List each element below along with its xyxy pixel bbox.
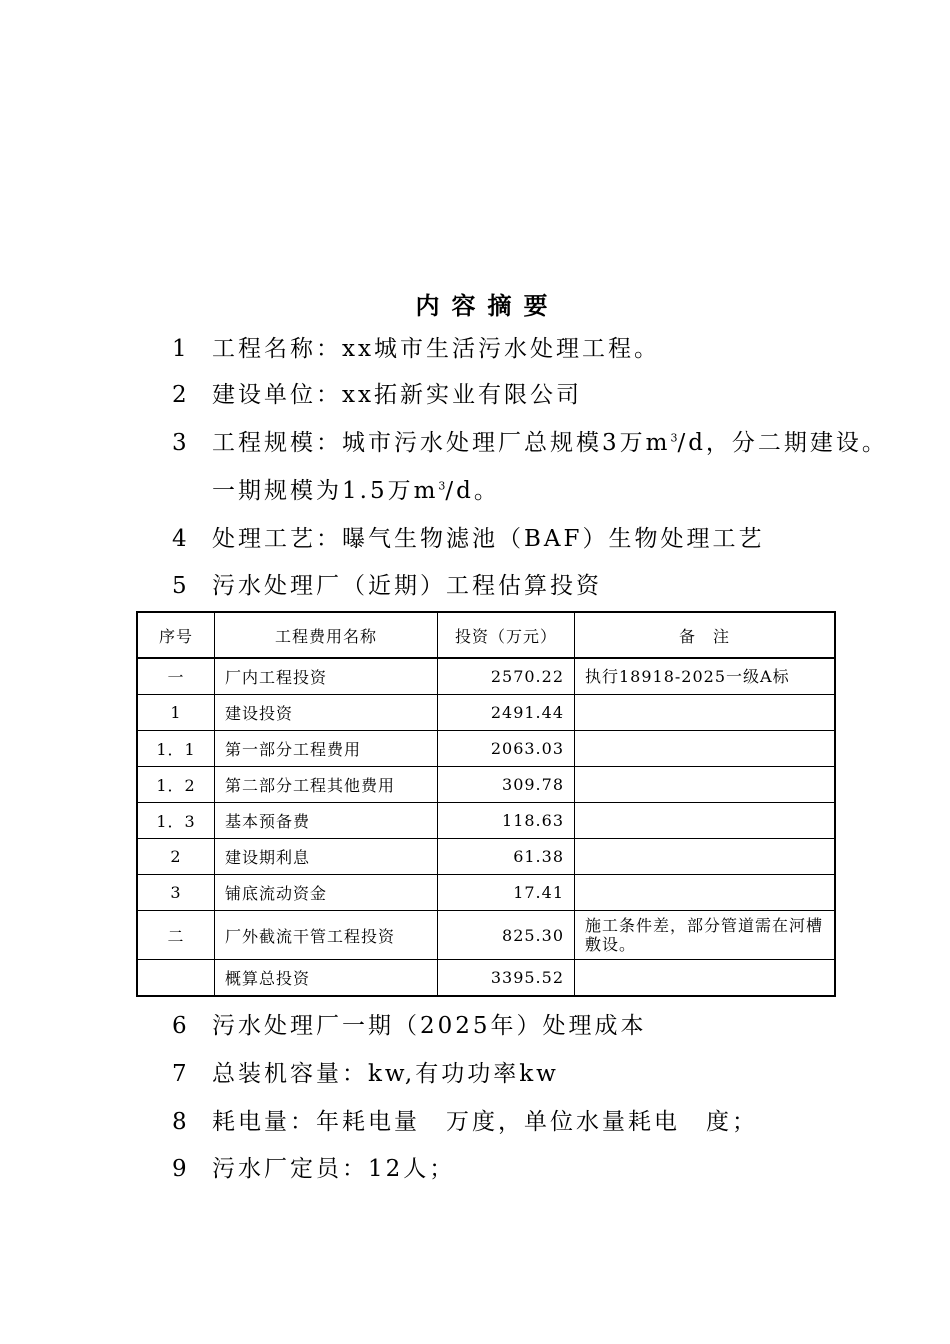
cell-name: 厂内工程投资 [215,658,438,695]
item-text: 总装机容量：kw,有功功率kw [212,1061,559,1087]
cell-name: 建设投资 [215,695,438,731]
table-row [137,695,835,731]
cell-name: 基本预备费 [215,803,438,839]
cell-name: 第一部分工程费用 [215,731,438,767]
cell-name: 第二部分工程其他费用 [215,767,438,803]
item-text: 耗电量：年耗电量 万度，单位水量耗电 度； [212,1109,758,1135]
summary-item-staff [172,1154,455,1184]
item-number: 5 [172,573,190,599]
item-number: 1 [172,336,190,362]
cell-note [575,875,836,911]
summary-item-scale [172,428,888,458]
item-number: 3 [172,430,190,456]
cell-seq: 二 [137,911,215,960]
header-seq: 序号 [137,612,215,658]
item-superscript: 3 [438,479,446,493]
item-superscript: 3 [670,431,678,445]
cell-note [575,731,836,767]
cell-note [575,767,836,803]
page-title: 内容摘要 [415,292,560,320]
item-text: 处理工艺：曝气生物滤池（BAF）生物处理工艺 [212,526,765,552]
cell-amount: 825.30 [438,911,575,960]
cell-note [575,695,836,731]
table-row [137,839,835,875]
cell-seq: 一 [137,658,215,695]
table-row [137,960,835,997]
cell-amount: 2063.03 [438,731,575,767]
summary-item-investment [172,571,602,601]
header-amount: 投资（万元） [438,612,575,658]
table-row [137,875,835,911]
cell-seq: 3 [137,875,215,911]
item-text-after: /d。 [445,478,500,504]
cell-seq: 1．1 [137,731,215,767]
item-text-before: 工程规模：城市污水处理厂总规模3万m [212,430,671,456]
item-number: 6 [172,1013,190,1039]
table-row [137,911,835,960]
item-number: 2 [172,382,190,408]
cell-seq: 2 [137,839,215,875]
cell-name: 建设期利息 [215,839,438,875]
cell-amount: 309.78 [438,767,575,803]
summary-item-capacity [172,1059,559,1089]
cell-seq: 1．3 [137,803,215,839]
cell-amount: 61.38 [438,839,575,875]
summary-item-scale-continued [212,476,500,506]
cell-name: 铺底流动资金 [215,875,438,911]
cell-note [575,960,836,997]
summary-item-cost [172,1011,647,1041]
cell-amount: 2570.22 [438,658,575,695]
cell-note: 执行18918-2025一级A标 [575,658,836,695]
summary-item-power [172,1107,758,1137]
cell-seq: 1 [137,695,215,731]
summary-item-project-name [172,334,660,364]
item-text: 工程名称：xx城市生活污水处理工程。 [212,336,660,362]
investment-table [136,611,836,997]
table-row [137,803,835,839]
table-header-row [137,612,835,658]
table-row [137,731,835,767]
cell-note [575,803,836,839]
header-name: 工程费用名称 [215,612,438,658]
item-number: 4 [172,526,190,552]
cell-seq: 1．2 [137,767,215,803]
item-text: 建设单位：xx拓新实业有限公司 [212,382,582,408]
cell-name: 概算总投资 [215,960,438,997]
cell-amount: 3395.52 [438,960,575,997]
table-row [137,767,835,803]
cell-amount: 118.63 [438,803,575,839]
cell-name: 厂外截流干管工程投资 [215,911,438,960]
item-text-after: /d，分二期建设。 [677,430,888,456]
item-number: 8 [172,1109,190,1135]
cell-amount: 2491.44 [438,695,575,731]
item-text: 污水处理厂一期（2025年）处理成本 [212,1013,647,1039]
item-text: 污水厂定员：12人； [212,1156,456,1182]
cell-note [575,839,836,875]
item-number: 7 [172,1061,190,1087]
cell-amount: 17.41 [438,875,575,911]
summary-item-builder [172,380,582,410]
item-number: 9 [172,1156,190,1182]
summary-item-process [172,524,764,554]
item-text: 污水处理厂（近期）工程估算投资 [212,573,602,599]
header-note: 备 注 [575,612,836,658]
table-row [137,658,835,695]
cell-seq [137,960,215,997]
cell-note: 施工条件差，部分管道需在河槽敷设。 [575,911,836,960]
item-text-before: 一期规模为1.5万m [212,478,439,504]
